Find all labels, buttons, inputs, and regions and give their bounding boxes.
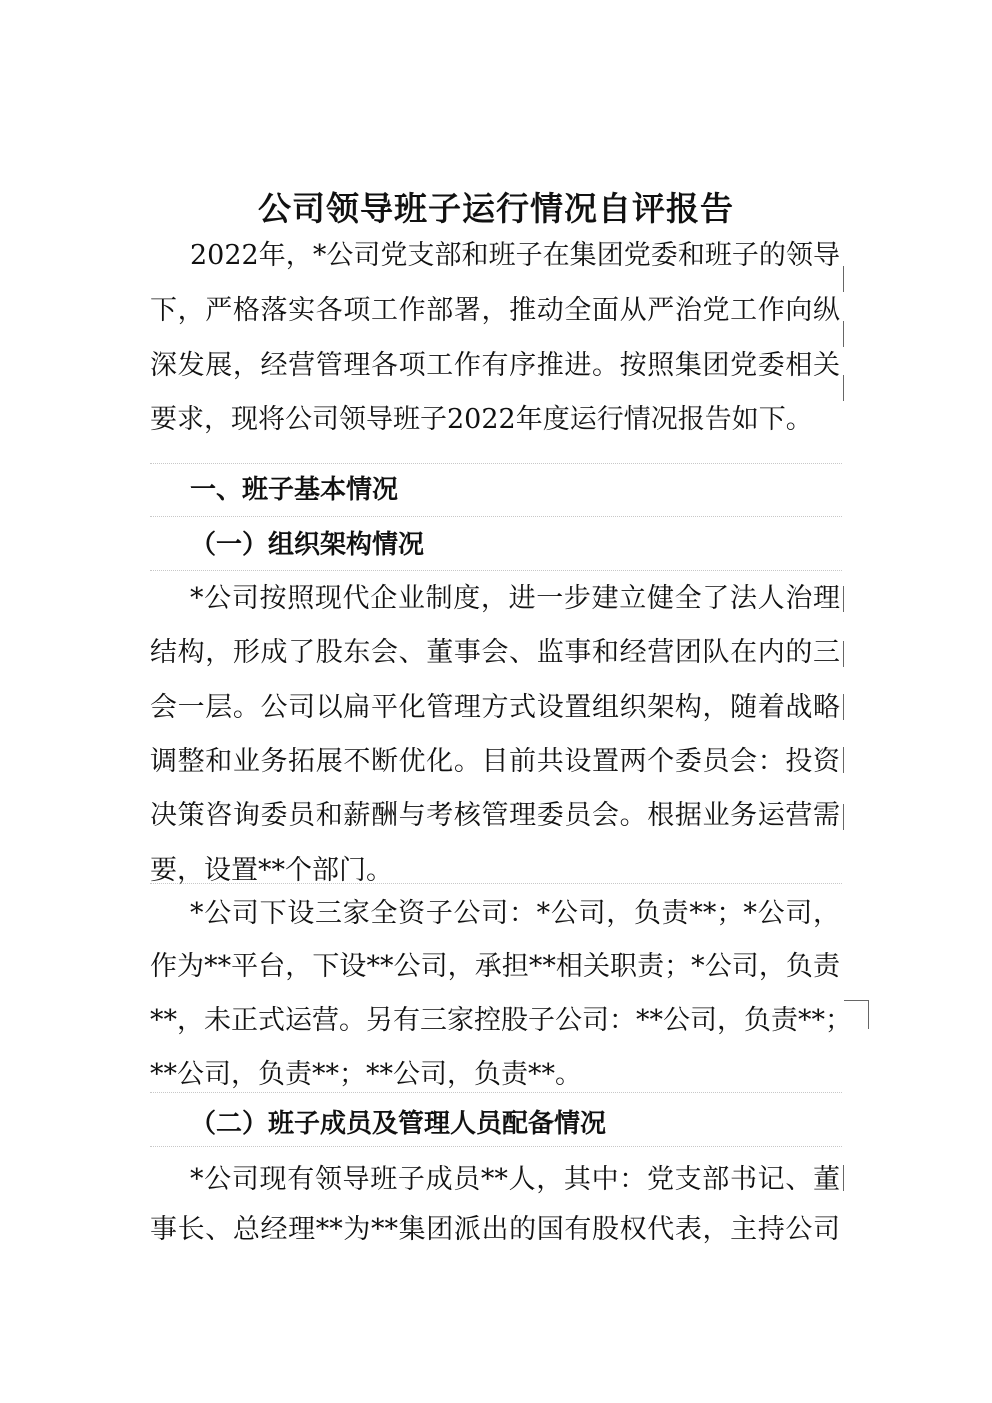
body-line: 事长、总经理**为**集团派出的国有股权代表，主持公司 — [150, 1214, 840, 1245]
intro-line: 深发展，经营管理各项工作有序推进。按照集团党委相关 — [150, 350, 840, 381]
body-line: 会一层。公司以扁平化管理方式设置组织架构，随着战略 — [150, 692, 840, 723]
paragraph-separator — [150, 883, 842, 884]
body-line: *公司现有领导班子成员**人，其中：党支部书记、董 — [190, 1164, 840, 1195]
line-end-mark — [843, 375, 844, 401]
body-line: 决策咨询委员和薪酬与考核管理委员会。根据业务运营需 — [150, 800, 840, 831]
body-line: 结构，形成了股东会、董事会、监事和经营团队在内的三 — [150, 637, 840, 668]
line-end-mark — [843, 694, 844, 720]
paragraph-separator — [150, 570, 842, 571]
paragraph-separator — [150, 463, 842, 464]
line-end-mark — [843, 266, 844, 292]
paragraph-separator — [150, 1092, 842, 1093]
body-line: 调整和业务拓展不断优化。目前共设置两个委员会：投资 — [150, 746, 840, 777]
body-line: 要，设置**个部门。 — [150, 855, 393, 886]
body-line: 作为**平台，下设**公司，承担**相关职责；*公司，负责 — [150, 951, 840, 982]
subsection-heading: （一）组织架构情况 — [190, 530, 425, 560]
line-end-mark — [843, 321, 844, 347]
body-line: *公司按照现代企业制度，进一步建立健全了法人治理 — [190, 583, 840, 614]
paragraph-separator — [150, 516, 842, 517]
line-end-mark — [843, 1165, 844, 1191]
intro-line: 要求，现将公司领导班子2022年度运行情况报告如下。 — [150, 404, 813, 435]
body-line: **公司，负责**；**公司，负责**。 — [150, 1059, 582, 1090]
section-heading: 一、班子基本情况 — [190, 475, 399, 505]
document-title: 公司领导班子运行情况自评报告 — [258, 189, 734, 228]
line-end-mark — [843, 747, 844, 773]
body-line: *公司下设三家全资子公司：*公司，负责**；*公司， — [190, 898, 840, 929]
line-end-mark — [843, 641, 844, 667]
line-end-mark — [843, 804, 844, 830]
revision-corner-mark — [844, 1000, 869, 1029]
subsection-heading: （二）班子成员及管理人员配备情况 — [190, 1109, 607, 1139]
intro-line: 下，严格落实各项工作部署，推动全面从严治党工作向纵 — [150, 295, 840, 326]
line-end-mark — [843, 586, 844, 612]
intro-line: 2022年，*公司党支部和班子在集团党委和班子的领导 — [190, 240, 840, 271]
body-line: **，未正式运营。另有三家控股子公司：**公司，负责**； — [150, 1005, 852, 1036]
paragraph-separator — [150, 1146, 842, 1147]
